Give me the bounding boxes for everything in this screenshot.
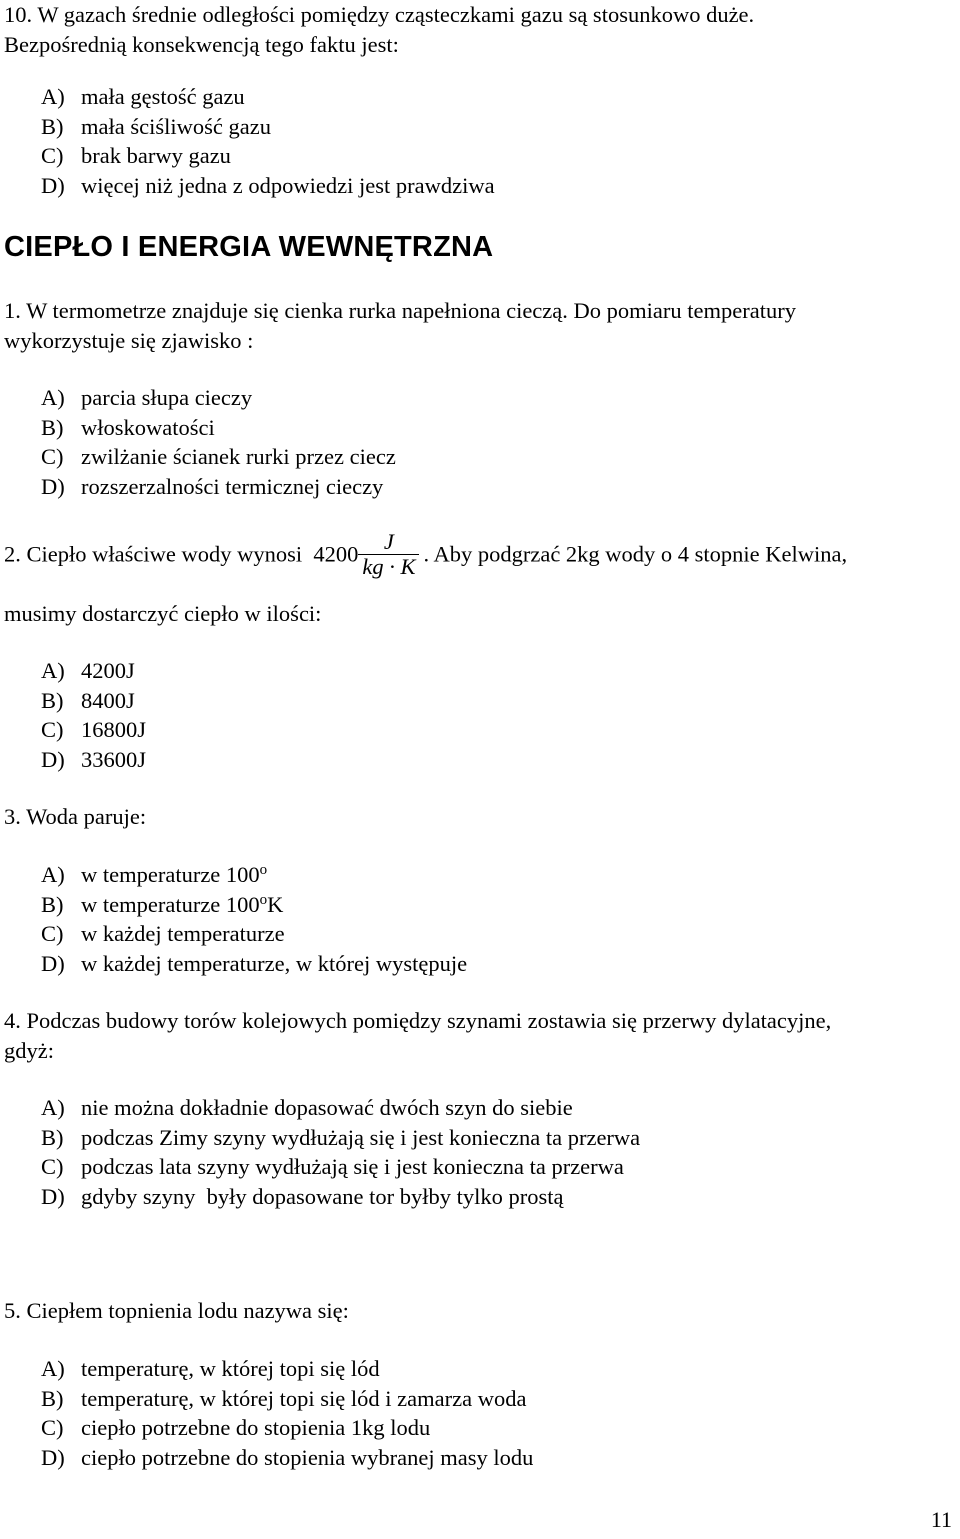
option-c: C) w każdej temperaturze xyxy=(41,921,285,946)
question-2-continuation: . Aby podgrzać 2kg wody o 4 stopnie Kelwina, xyxy=(423,541,848,567)
question-10-line-1: 10. W gazach średnie odległości pomiędzy cząsteczkami gazu są stosunkowo duże. xyxy=(4,2,755,27)
fraction-denominator: kg · K xyxy=(358,554,419,579)
option-c: C) 16800J xyxy=(41,717,147,742)
option-c: C) brak barwy gazu xyxy=(41,143,231,168)
question-2-options xyxy=(4,656,146,774)
option-b: B) podczas Zimy szyny wydłużają się i jest konieczna ta przerwa xyxy=(41,1124,641,1150)
question-2-intro: 2. Ciepło właściwe wody wynosi 4200 xyxy=(4,541,359,567)
question-10 xyxy=(4,0,754,59)
option-b: B) w temperaturze 100$^o$K xyxy=(41,891,284,917)
section-heading: CIEPŁO I ENERGIA WEWNĘTRZNA xyxy=(4,231,494,263)
question-1 xyxy=(4,296,796,355)
option-a: A) w temperaturze 100$^o$ xyxy=(41,862,268,887)
option-b: B) 8400J xyxy=(41,687,135,713)
degree-superscript: o xyxy=(259,862,268,878)
question-5-options xyxy=(4,1354,533,1472)
option-d: D) rozszerzalności termicznej cieczy xyxy=(41,473,384,499)
degree-superscript: o xyxy=(259,891,268,908)
option-a: A) parcia słupa cieczy xyxy=(41,385,253,410)
option-d: D) gdyby szyny były dopasowane tor byłby tylko prostą xyxy=(41,1183,564,1209)
option-c: C) podczas lata szyny wydłużają się i jest konieczna ta przerwa xyxy=(41,1154,624,1179)
option-a: A) 4200J xyxy=(41,658,135,683)
question-4-options xyxy=(4,1093,640,1211)
question-2 xyxy=(4,529,848,581)
option-a: A) nie można dokładnie dopasować dwóch szyn do siebie xyxy=(41,1095,573,1120)
option-b: B) temperaturę, w której topi się lód i zamarza woda xyxy=(41,1385,527,1411)
option-d: D) ciepło potrzebne do stopienia wybranej masy lodu xyxy=(41,1444,534,1470)
option-a: A) temperaturę, w której topi się lód xyxy=(41,1356,380,1381)
option-d: D) w każdej temperaturze, w której występuje xyxy=(41,950,468,976)
specific-heat-fraction xyxy=(358,530,419,579)
question-3-line-1: 3. Woda paruje: xyxy=(4,804,147,829)
question-4 xyxy=(4,1006,831,1065)
question-2-line-2: musimy dostarczyć ciepło w ilości: xyxy=(4,601,322,626)
question-4-line-2: gdyż: xyxy=(4,1037,54,1063)
fraction-numerator: J xyxy=(383,529,394,554)
page-number: 11 xyxy=(930,1507,952,1532)
question-3-options xyxy=(4,860,467,978)
option-b: B) włoskowatości xyxy=(41,414,215,440)
question-1-options xyxy=(4,383,396,501)
question-1-line-1: 1. W termometrze znajduje się cienka rurka napełniona cieczą. Do pomiaru temperatury xyxy=(4,298,796,323)
option-c: C) ciepło potrzebne do stopienia 1kg lodu xyxy=(41,1415,431,1440)
option-d: D) 33600J xyxy=(41,746,147,772)
question-10-options xyxy=(4,82,495,200)
option-a: A) mała gęstość gazu xyxy=(41,84,245,109)
question-1-line-2: wykorzystuje się zjawisko : xyxy=(4,327,254,353)
question-4-line-1: 4. Podczas budowy torów kolejowych pomiędzy szynami zostawia się przerwy dylatacyjne, xyxy=(4,1008,832,1033)
question-10-line-2: Bezpośrednią konsekwencją tego faktu jest: xyxy=(4,31,399,57)
option-d: D) więcej niż jedna z odpowiedzi jest prawdziwa xyxy=(41,172,495,198)
option-b: B) mała ściśliwość gazu xyxy=(41,113,271,139)
question-5-line-1: 5. Ciepłem topnienia lodu nazywa się: xyxy=(4,1298,349,1323)
option-c: C) zwilżanie ścianek rurki przez ciecz xyxy=(41,444,396,469)
